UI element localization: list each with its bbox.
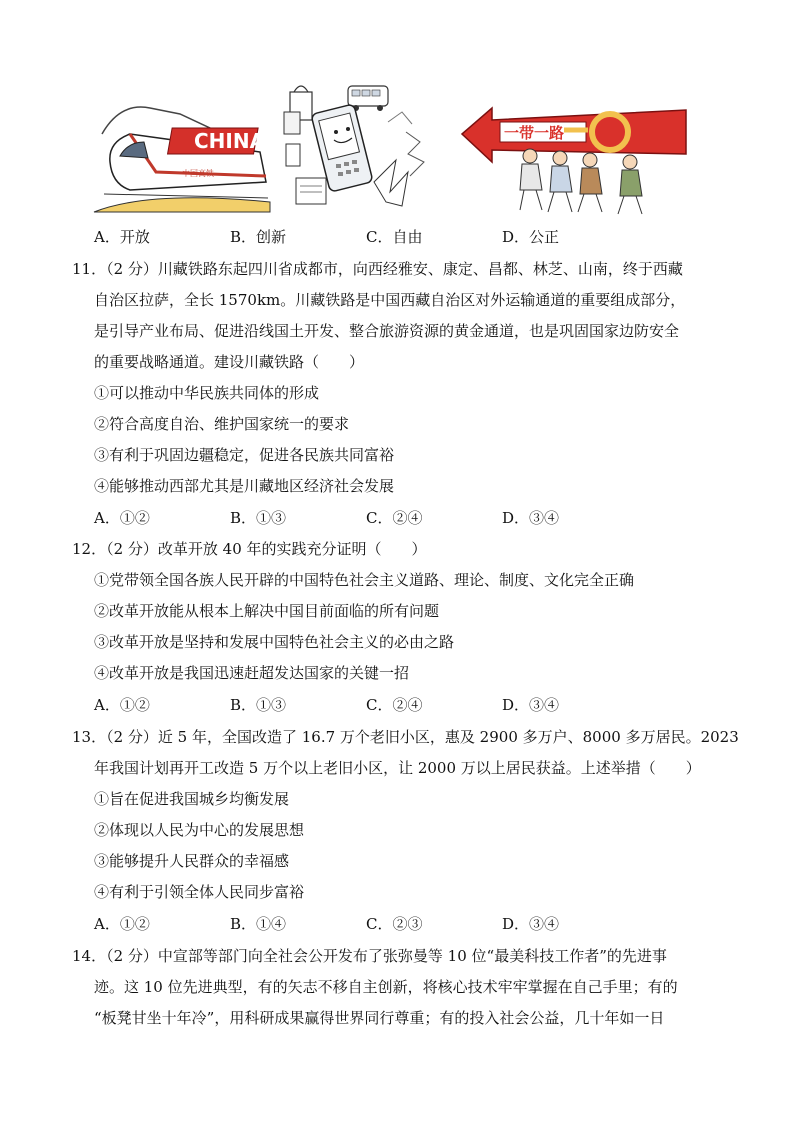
mobile-payment-cartoon bbox=[284, 86, 424, 206]
q13-option-a: A．①② bbox=[94, 915, 150, 933]
q13-item-4: ④有利于引领全体人民同步富裕 bbox=[94, 883, 305, 901]
cartoon-illustrations bbox=[90, 72, 700, 220]
belt-and-road-cartoon bbox=[462, 108, 686, 214]
q12-stem-line-1: 12．（2 分）改革开放 40 年的实践充分证明（ ） bbox=[72, 540, 427, 558]
q13-item-1: ①旨在促进我国城乡均衡发展 bbox=[94, 790, 290, 808]
q14-stem-line-2: 迹。这 10 位先进典型，有的矢志不移自主创新，将核心技术牢牢掌握在自己手里；有的 bbox=[94, 978, 678, 996]
q13-option-c: C．②③ bbox=[366, 915, 423, 933]
q11-option-b: B．①③ bbox=[230, 509, 287, 527]
high-speed-train-cartoon bbox=[94, 107, 270, 212]
q12-item-2: ②改革开放能从根本上解决中国目前面临的所有问题 bbox=[94, 602, 440, 620]
q12-item-4: ④改革开放是我国迅速赶超发达国家的关键一招 bbox=[94, 664, 410, 682]
china-sign-text: CHINA bbox=[194, 129, 266, 153]
q10-option-c: C．自由 bbox=[366, 228, 423, 246]
q12-option-c: C．②④ bbox=[366, 696, 423, 714]
q11-stem-line-4: 的重要战略通道。建设川藏铁路（ ） bbox=[94, 353, 365, 371]
q13-item-2: ②体现以人民为中心的发展思想 bbox=[94, 821, 305, 839]
q10-option-a: A．开放 bbox=[94, 228, 150, 246]
q12-option-d: D．③④ bbox=[502, 696, 560, 714]
q13-stem-line-1: 13．（2 分）近 5 年，全国改造了 16.7 万个老旧小区，惠及 2900 多万户、8000 多万居民。2023 bbox=[72, 728, 739, 746]
q13-option-b: B．①④ bbox=[230, 915, 287, 933]
q10-option-d: D．公正 bbox=[502, 228, 560, 246]
q11-option-a: A．①② bbox=[94, 509, 150, 527]
q10-option-b: B．创新 bbox=[230, 228, 287, 246]
q12-item-3: ③改革开放是坚持和发展中国特色社会主义的必由之路 bbox=[94, 633, 455, 651]
q12-option-b: B．①③ bbox=[230, 696, 287, 714]
q11-stem-line-2: 自治区拉萨，全长 1570km。川藏铁路是中国西藏自治区对外运输通道的重要组成部分， bbox=[94, 291, 686, 309]
q13-option-d: D．③④ bbox=[502, 915, 560, 933]
q13-stem-line-2: 年我国计划再开工改造 5 万个以上老旧小区，让 2000 万以上居民获益。上述举措（ ） bbox=[94, 759, 701, 777]
q12-option-a: A．①② bbox=[94, 696, 150, 714]
q14-stem-line-1: 14．（2 分）中宣部等部门向全社会公开发布了张弥曼等 10 位“最美科技工作者”的先进事 bbox=[72, 947, 667, 965]
q11-stem-line-3: 是引导产业布局、促进沿线国土开发、整合旅游资源的黄金通道，也是巩固国家边防安全 bbox=[94, 322, 680, 340]
q11-option-c: C．②④ bbox=[366, 509, 423, 527]
belt-road-label: 一带一路 bbox=[504, 124, 565, 142]
q11-option-d: D．③④ bbox=[502, 509, 560, 527]
q13-item-3: ③能够提升人民群众的幸福感 bbox=[94, 852, 290, 870]
q11-item-3: ③有利于巩固边疆稳定，促进各民族共同富裕 bbox=[94, 446, 395, 464]
q12-item-1: ①党带领全国各族人民开辟的中国特色社会主义道路、理论、制度、文化完全正确 bbox=[94, 571, 635, 589]
q11-stem-line-1: 11．（2 分）川藏铁路东起四川省成都市，向西经雅安、康定、昌都、林芝、山南，终于西藏 bbox=[72, 260, 683, 278]
q11-item-4: ④能够推动西部尤其是川藏地区经济社会发展 bbox=[94, 477, 395, 495]
q11-item-1: ①可以推动中华民族共同体的形成 bbox=[94, 384, 320, 402]
q11-item-2: ②符合高度自治、维护国家统一的要求 bbox=[94, 415, 350, 433]
train-caption-text: 中国高铁 bbox=[182, 169, 214, 178]
q14-stem-line-3: “板凳甘坐十年冷”，用科研成果赢得世界同行尊重；有的投入社会公益，几十年如一日 bbox=[94, 1009, 665, 1027]
